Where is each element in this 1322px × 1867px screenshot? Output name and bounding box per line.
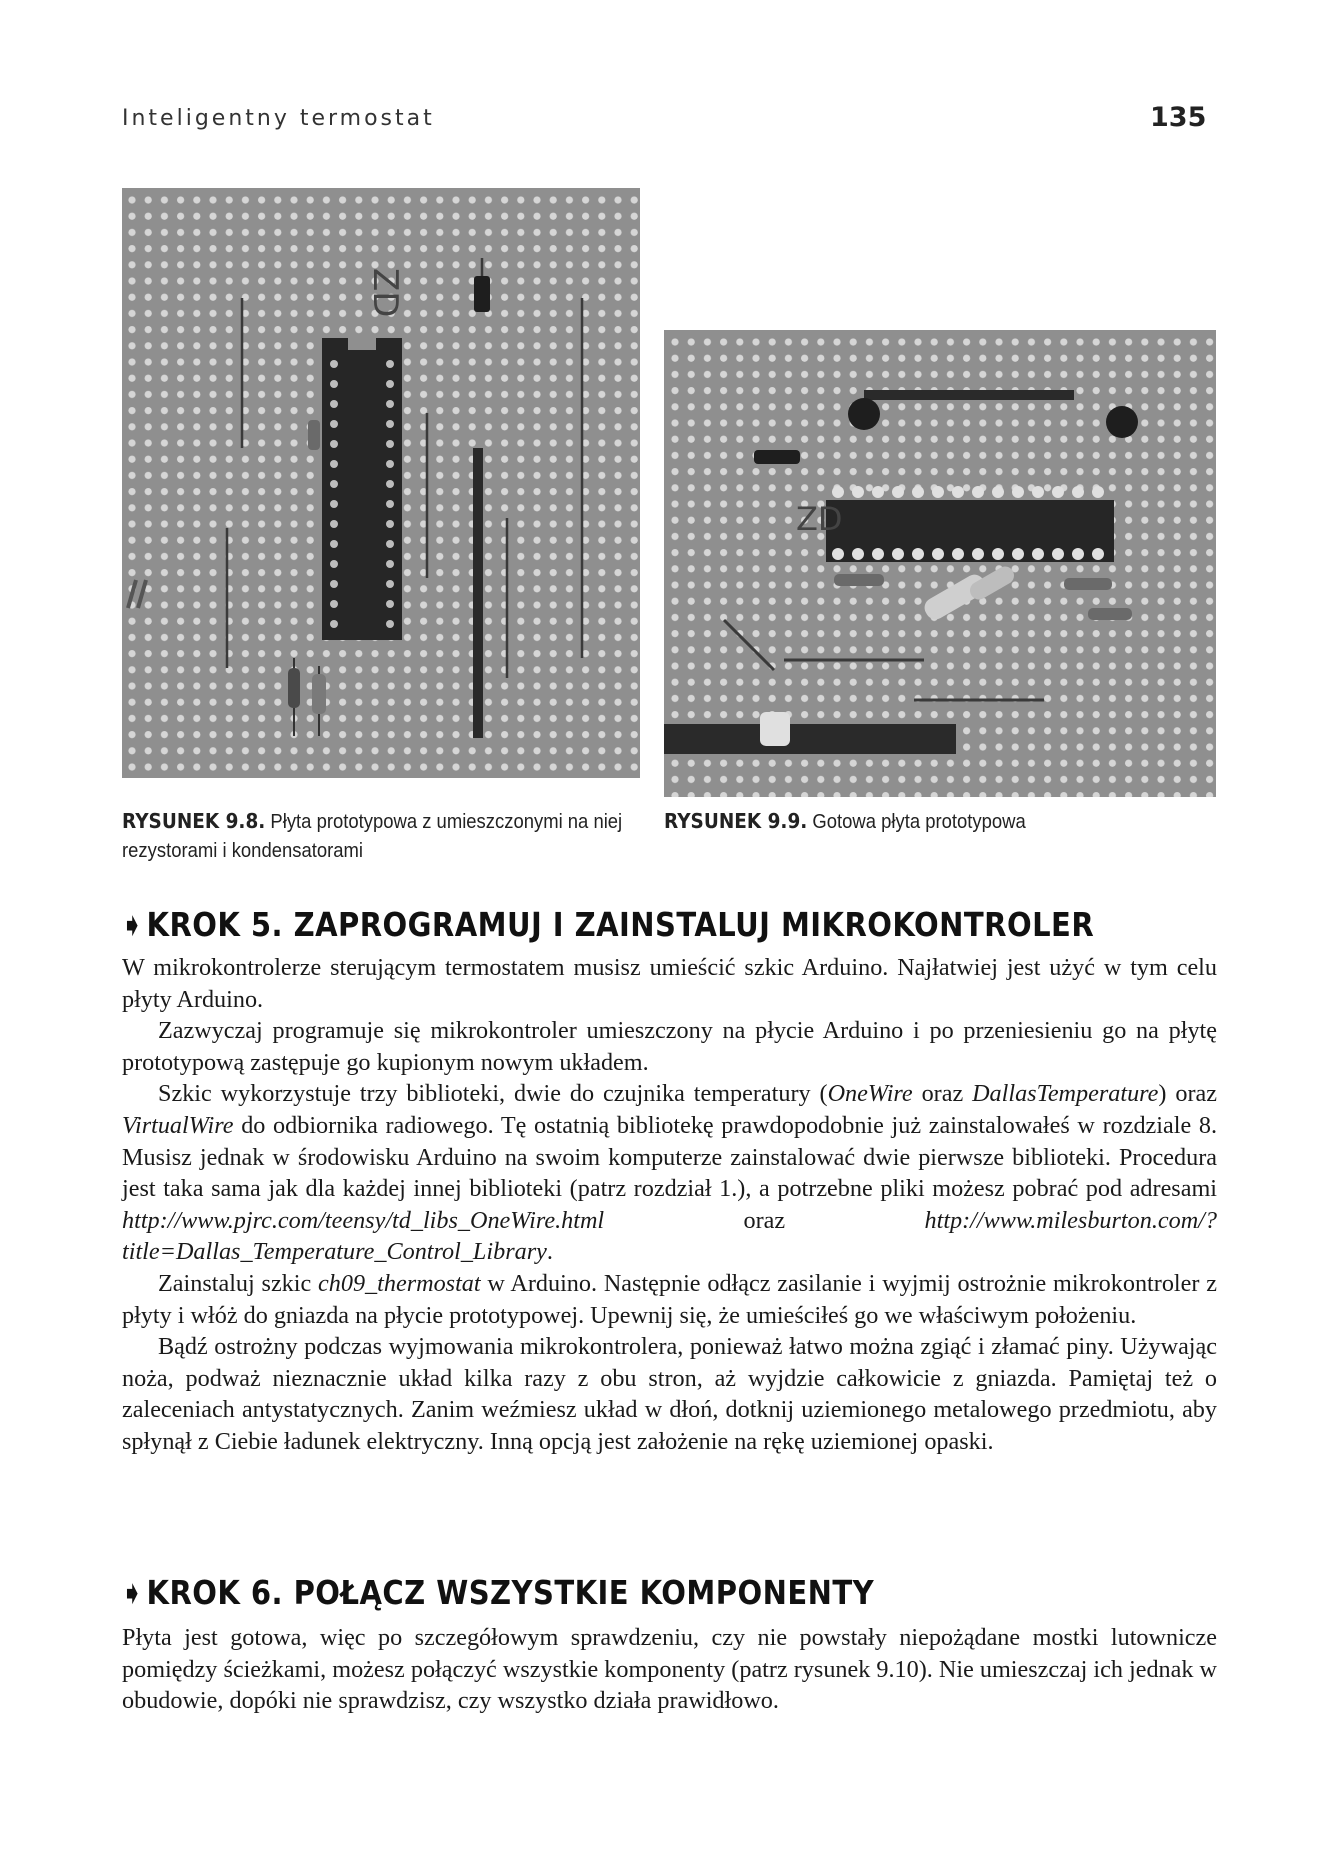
figure-label: RYSUNEK 9.8. <box>122 809 266 833</box>
running-head: Inteligentny termostat <box>122 106 435 131</box>
paragraph: Bądź ostrożny podczas wyjmowania mikrokontrolera, ponieważ łatwo można zgiąć i złamać piny. Używając noża, podważ nieznacznie układ kilka razy z obu stron, aż wyjdzie całkowicie z gniazda. Pamiętaj też o zaleceniach antystatycznych. Zanim weźmiesz układ w dłoń, dotknij uziemionego metalowego przedmiotu, aby spłynął z Ciebie ładunek elektryczny. Inną opcją jest założenie na rękę uziemionej opaski. <box>122 1333 1217 1455</box>
paragraph: W mikrokontrolerze sterującym termostatem musisz umieścić szkic Arduino. Najłatwiej jest użyć w tym celu płyty Arduino. <box>122 954 1217 1013</box>
library-name: DallasTemperature <box>972 1080 1159 1108</box>
paragraph <box>122 1268 1217 1331</box>
section-heading-text: KROK 6. POŁĄCZ WSZYSTKIE KOMPONENTY <box>146 1573 875 1612</box>
section-heading-step5 <box>120 905 1094 944</box>
arrow-icon: ➧ <box>120 1573 145 1612</box>
figure-caption-text: Gotowa płyta prototypowa <box>812 810 1026 833</box>
page-number: 135 <box>1150 102 1207 133</box>
text-run: Szkic wykorzystuje trzy biblioteki, dwie do czujnika temperatury ( <box>158 1080 828 1108</box>
figure-caption-text: Płyta prototypowa z umieszczonymi na niej rezystorami i kondensatorami <box>122 810 623 862</box>
capacitor-small <box>308 420 320 450</box>
section-heading-text: KROK 5. ZAPROGRAMUJ I ZAINSTALUJ MIKROKONTROLER <box>146 905 1095 944</box>
text-run: oraz <box>604 1206 925 1234</box>
url: http://www.milesburton.com/?title=Dallas_Temperature_Control_Library <box>122 1206 1217 1266</box>
figure-label: RYSUNEK 9.9. <box>664 809 808 833</box>
text-run: w Arduino. Następnie odłącz zasilanie i wyjmij ostrożnie mikrokontroler z płyty i włóż do gniazda na płycie prototypowej. Upewnij się, że umieściłeś go we właściwym położeniu. <box>122 1269 1217 1329</box>
text-run: ) oraz <box>1158 1080 1217 1108</box>
jumper-wire <box>473 448 483 738</box>
figure-9-9-caption <box>664 807 1204 836</box>
paragraph: Zazwyczaj programuje się mikrokontroler umieszczony na płycie Arduino i po przeniesieniu go na płytę prototypową zastępuje go kupionym nowym układem. <box>122 1017 1217 1076</box>
url: http://www.pjrc.com/teensy/td_libs_OneWire.html <box>122 1206 605 1234</box>
temperature-sensor <box>760 712 790 746</box>
chip-socket <box>322 338 402 640</box>
text-run: . <box>546 1238 553 1266</box>
board-marking: ZD <box>365 268 405 318</box>
paragraph: Płyta jest gotowa, więc po szczegółowym sprawdzeniu, czy nie powstały niepożądane mostki lutownicze pomiędzy ścieżkami, możesz połączyć wszystkie komponenty (patrz rysunek 9.10). Nie umieszczaj ich jednak w obudowie, dopóki nie sprawdzisz, czy wszystko działa prawidłowo. <box>122 1624 1217 1715</box>
sketch-name: ch09_thermostat <box>318 1269 481 1297</box>
arrow-icon: ➧ <box>120 905 145 944</box>
library-name: OneWire <box>827 1080 913 1108</box>
diode <box>754 450 800 464</box>
transistor <box>848 398 880 430</box>
text-run: Zainstaluj szkic <box>158 1269 319 1297</box>
transistor <box>1106 406 1138 438</box>
paragraph <box>122 1078 1217 1268</box>
section-heading-step6 <box>120 1573 874 1612</box>
library-name: VirtualWire <box>122 1111 234 1139</box>
board-marking: ZD <box>796 500 843 538</box>
figure-9-9-photo <box>664 330 1216 797</box>
radio-module <box>664 724 956 754</box>
capacitor <box>474 276 490 312</box>
jumper-wire <box>864 390 1074 400</box>
figure-9-8-caption <box>122 807 640 865</box>
section6-body <box>122 1622 1217 1717</box>
figure-9-8-photo <box>122 188 640 778</box>
section5-body <box>122 952 1217 1458</box>
text-run: oraz <box>912 1080 973 1108</box>
text-run: do odbiornika radiowego. Tę ostatnią bibliotekę prawdopodobnie już zainstalowałeś w rozdziale 8. Musisz jednak w środowisku Arduino na swoim komputerze zainstalować dwie pierwsze biblioteki. Procedura jest taka sama jak dla każdej innej biblioteki (patrz rozdział 1.), a potrzebne pliki możesz pobrać pod adresami <box>122 1111 1217 1203</box>
